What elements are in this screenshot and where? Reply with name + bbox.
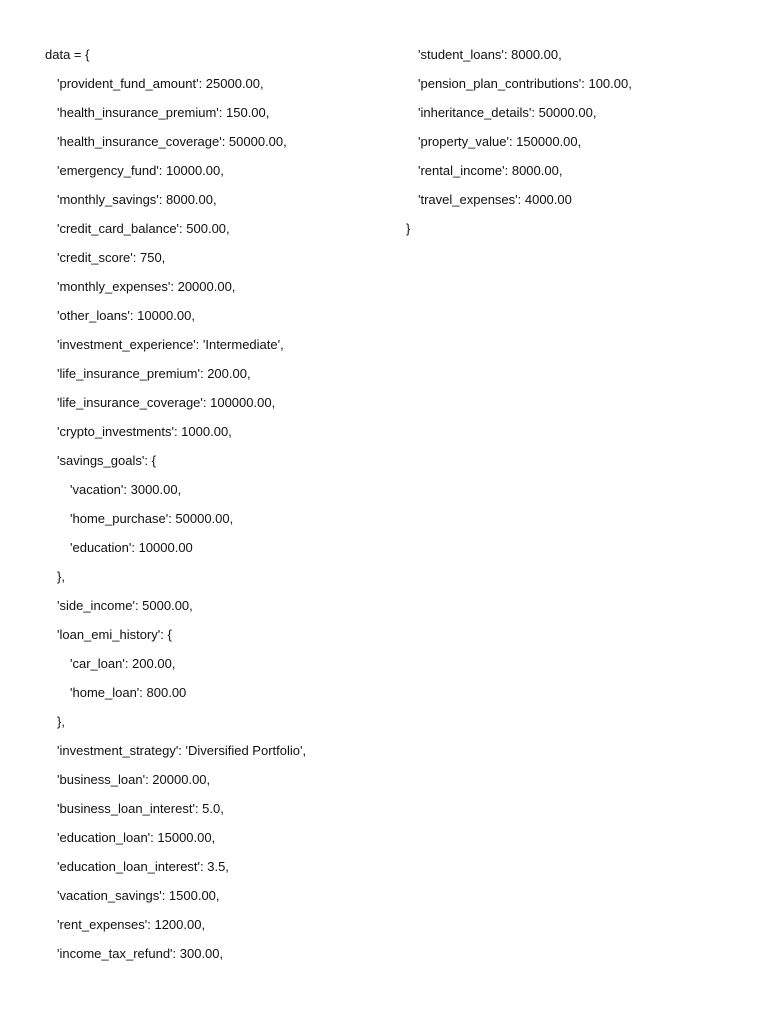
code-line: 'rent_expenses': 1200.00, <box>57 917 206 932</box>
code-line: 'education_loan_interest': 3.5, <box>57 859 229 874</box>
code-line: 'home_purchase': 50000.00, <box>70 511 234 526</box>
code-line: 'education': 10000.00 <box>70 540 193 555</box>
code-line: 'side_income': 5000.00, <box>57 598 193 613</box>
code-line: 'emergency_fund': 10000.00, <box>57 163 224 178</box>
code-line: 'business_loan_interest': 5.0, <box>57 801 224 816</box>
code-line: 'monthly_savings': 8000.00, <box>57 192 217 207</box>
code-line: 'health_insurance_premium': 150.00, <box>57 105 270 120</box>
code-line: 'business_loan': 20000.00, <box>57 772 211 787</box>
code-line: 'rental_income': 8000.00, <box>418 163 563 178</box>
code-line: } <box>406 221 411 236</box>
code-line: }, <box>57 569 65 584</box>
code-line: 'health_insurance_coverage': 50000.00, <box>57 134 287 149</box>
code-line: 'life_insurance_coverage': 100000.00, <box>57 395 276 410</box>
code-line: 'loan_emi_history': { <box>57 627 172 642</box>
code-line: 'credit_score': 750, <box>57 250 166 265</box>
code-line: 'investment_strategy': 'Diversified Portfolio', <box>57 743 307 758</box>
left-code-column <box>45 40 306 968</box>
code-line: 'monthly_expenses': 20000.00, <box>57 279 236 294</box>
code-line: 'life_insurance_premium': 200.00, <box>57 366 251 381</box>
code-line: 'other_loans': 10000.00, <box>57 308 195 323</box>
code-line: }, <box>57 714 65 729</box>
code-line: 'student_loans': 8000.00, <box>418 47 562 62</box>
code-line: 'provident_fund_amount': 25000.00, <box>57 76 264 91</box>
code-line: 'travel_expenses': 4000.00 <box>418 192 572 207</box>
code-line: 'crypto_investments': 1000.00, <box>57 424 232 439</box>
code-line: 'savings_goals': { <box>57 453 156 468</box>
code-line: 'inheritance_details': 50000.00, <box>418 105 597 120</box>
code-line: 'income_tax_refund': 300.00, <box>57 946 224 961</box>
code-line: 'vacation': 3000.00, <box>70 482 182 497</box>
code-line: 'credit_card_balance': 500.00, <box>57 221 230 236</box>
code-line: 'education_loan': 15000.00, <box>57 830 216 845</box>
code-line: 'investment_experience': 'Intermediate', <box>57 337 284 352</box>
code-line: 'property_value': 150000.00, <box>418 134 582 149</box>
code-line: 'home_loan': 800.00 <box>70 685 187 700</box>
code-line: 'vacation_savings': 1500.00, <box>57 888 220 903</box>
right-code-column <box>406 40 632 243</box>
code-line: data = { <box>45 47 90 62</box>
code-line: 'pension_plan_contributions': 100.00, <box>418 76 632 91</box>
code-line: 'car_loan': 200.00, <box>70 656 176 671</box>
